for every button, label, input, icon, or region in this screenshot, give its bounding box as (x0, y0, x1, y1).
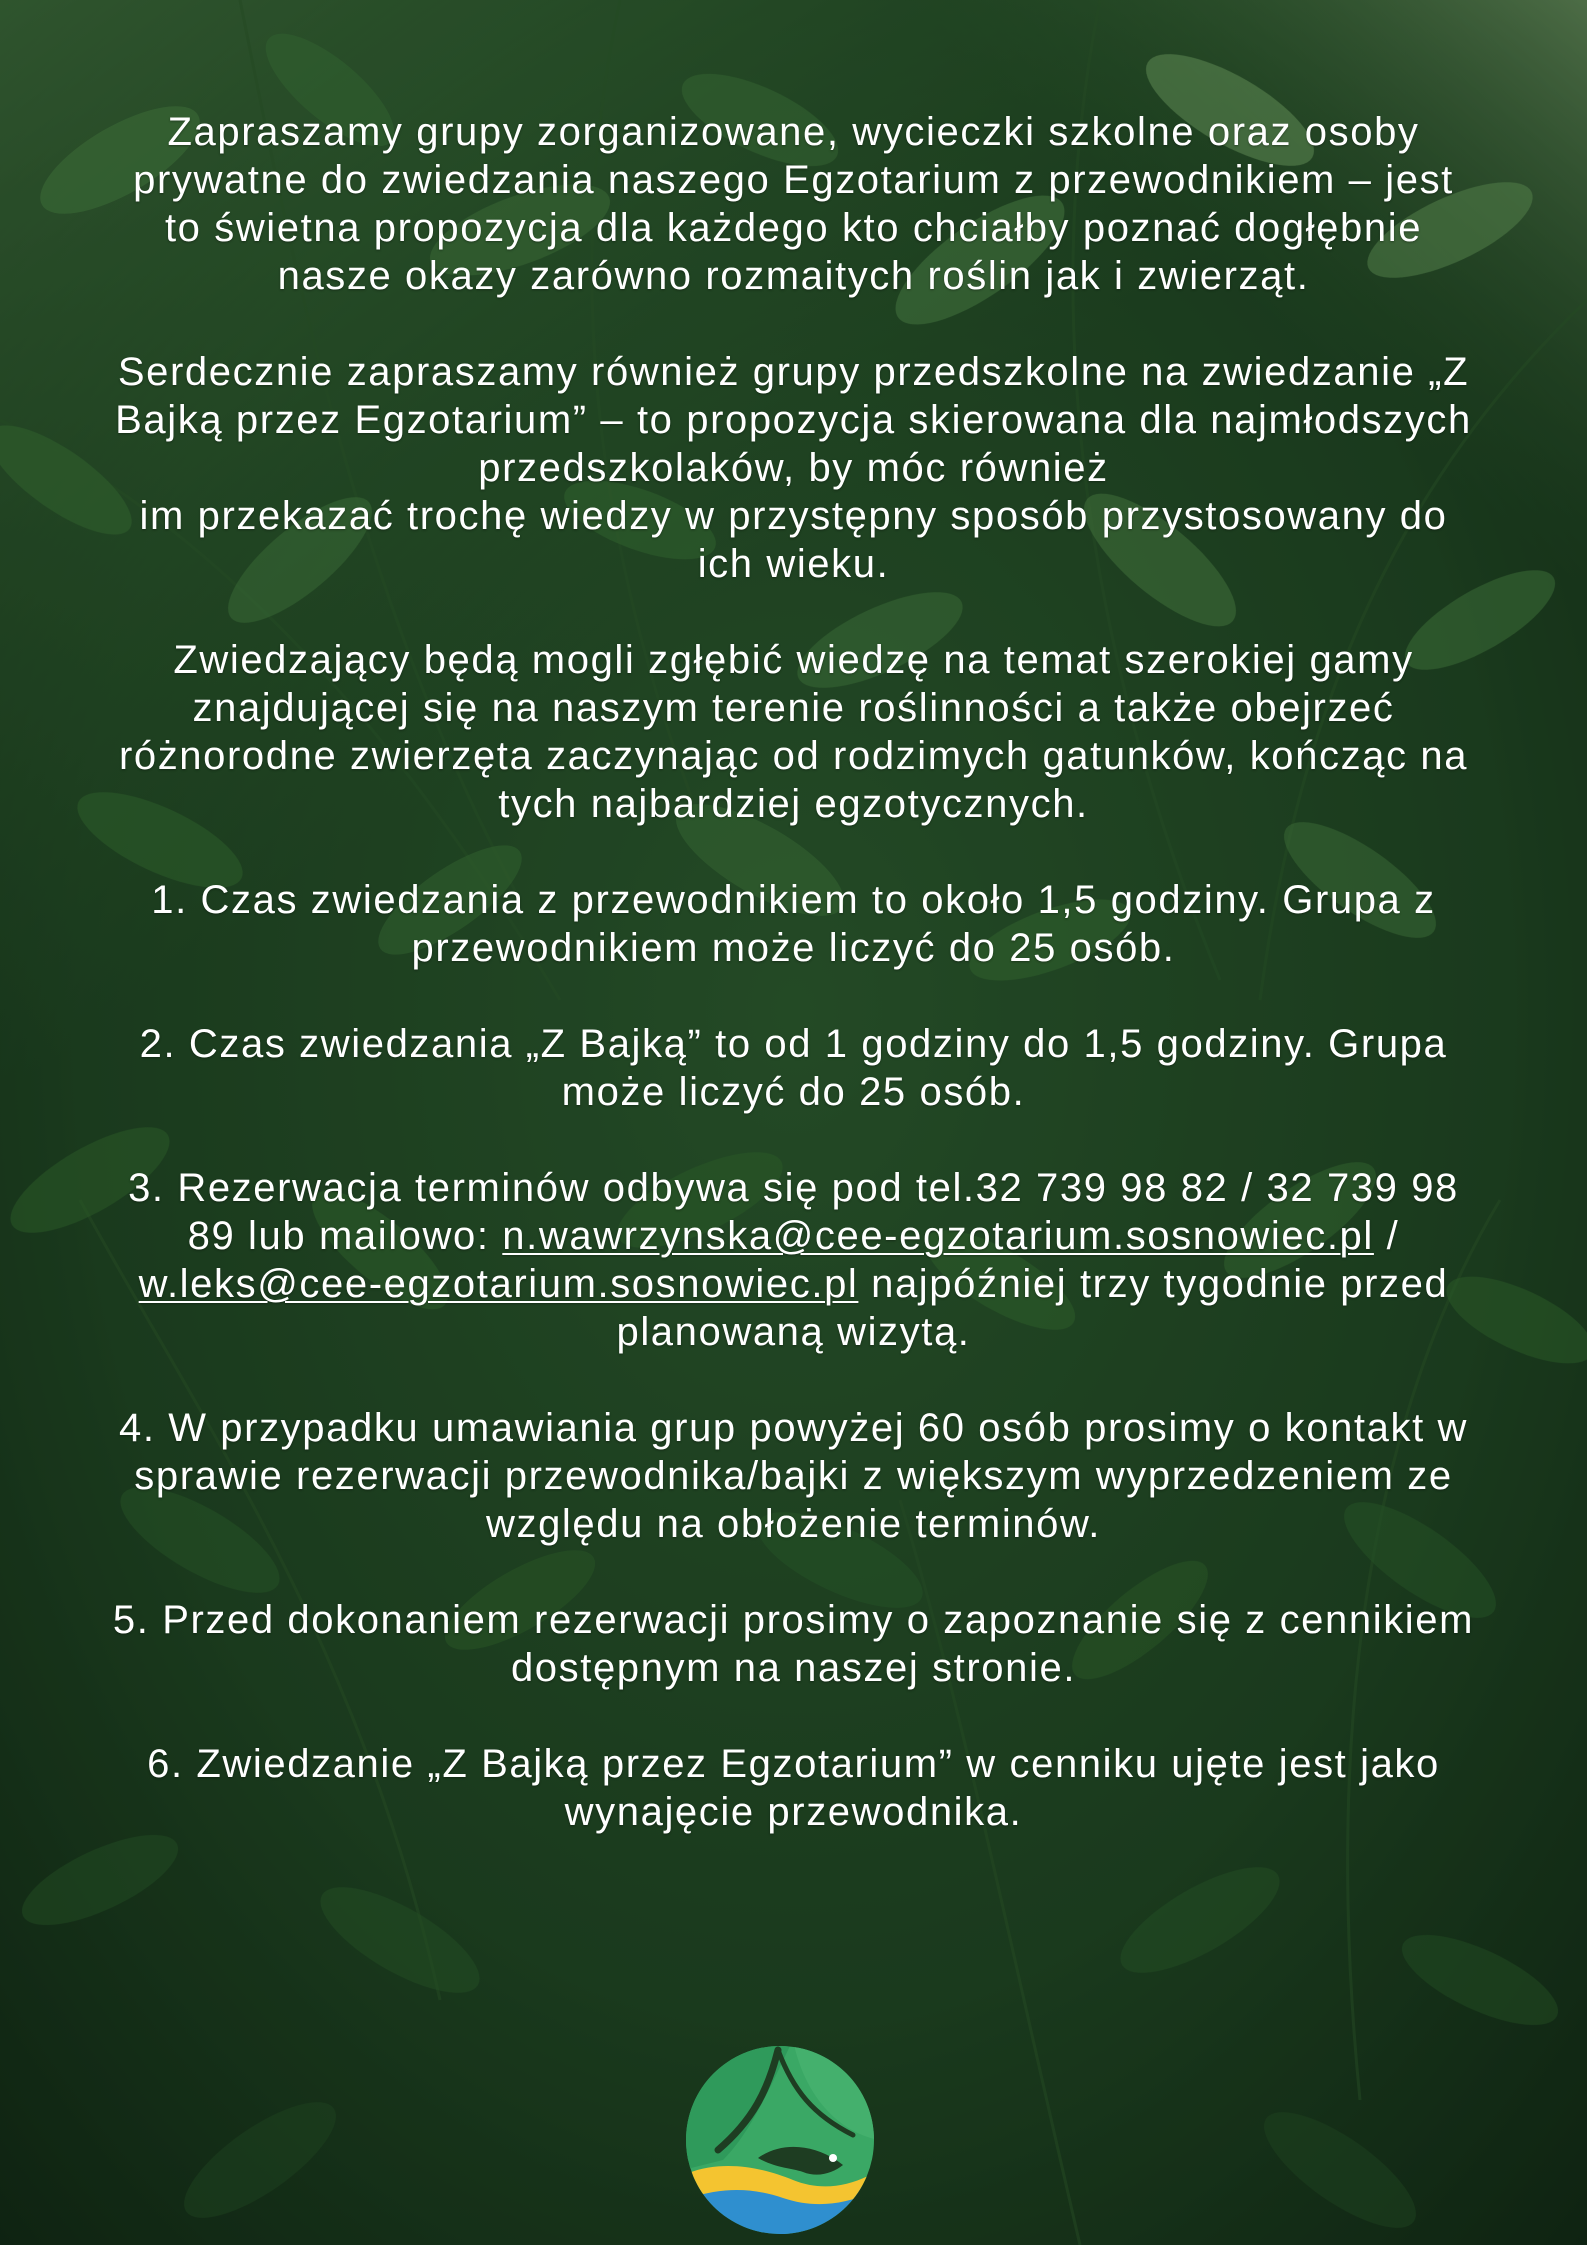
preschool-paragraph-line1: Serdecznie zapraszamy również grupy przedszkolne na zwiedzanie „Z Bajką przez Egzotarium” – to propozycja skierowana dla najmłodszych przedszkolaków, by móc również (115, 350, 1472, 490)
rule-1: 1. Czas zwiedzania z przewodnikiem to około 1,5 godziny. Grupa z przewodnikiem może liczyć do 25 osób. (151, 878, 1436, 970)
email-separator: / (1373, 1214, 1400, 1258)
rule-6: 6. Zwiedzanie „Z Bajką przez Egzotarium” w cenniku ujęte jest jako wynajęcie przewodnika. (147, 1742, 1440, 1834)
egzotarium-logo-icon (683, 2040, 878, 2245)
rule-3-text: 3. Rezerwacja terminów odbywa się pod tel.32 739 98 82 / 32 739 98 89 lub mailowo: (128, 1166, 1459, 1258)
email-link-wawrzynska[interactable]: n.wawrzynska@cee-egzotarium.sosnowiec.pl (502, 1214, 1374, 1258)
rule-3-suffix: najpóźniej trzy tygodnie przed planowaną wizytą. (616, 1262, 1449, 1354)
visitors-paragraph: Zwiedzający będą mogli zgłębić wiedzę na temat szerokiej gamy znajdującej się na naszym terenie roślinności a także obejrzeć różnorodne zwierzęta zaczynając od rodzimych gatunków, kończąc na tych najbardziej egzotycznych. (118, 638, 1469, 826)
intro-paragraph: Zapraszamy grupy zorganizowane, wycieczki szkolne oraz osoby prywatne do zwiedzania naszego Egzotarium z przewodnikiem – jest to świetna propozycja dla każdego kto chciałby poznać dogłębnie nasze okazy zarówno rozmaitych roślin jak i zwierząt. (133, 110, 1454, 298)
rule-2: 2. Czas zwiedzania „Z Bajką” to od 1 godziny do 1,5 godziny. Grupa może liczyć do 25 osób. (139, 1022, 1448, 1114)
rule-3 (110, 1164, 1477, 1356)
preschool-paragraph-line2: im przekazać trochę wiedzy w przystępny sposób przystosowany do ich wieku. (139, 494, 1448, 586)
rule-5: 5. Przed dokonaniem rezerwacji prosimy o zapoznanie się z cennikiem dostępnym na naszej stronie. (112, 1598, 1475, 1690)
preschool-paragraph (110, 348, 1477, 588)
main-text (110, 108, 1477, 1884)
email-link-leks[interactable]: w.leks@cee-egzotarium.sosnowiec.pl (138, 1262, 859, 1306)
rule-4: 4. W przypadku umawiania grup powyżej 60 osób prosimy o kontakt w sprawie rezerwacji przewodnika/bajki z większym wyprzedzeniem ze względu na obłożenie terminów. (118, 1406, 1469, 1546)
